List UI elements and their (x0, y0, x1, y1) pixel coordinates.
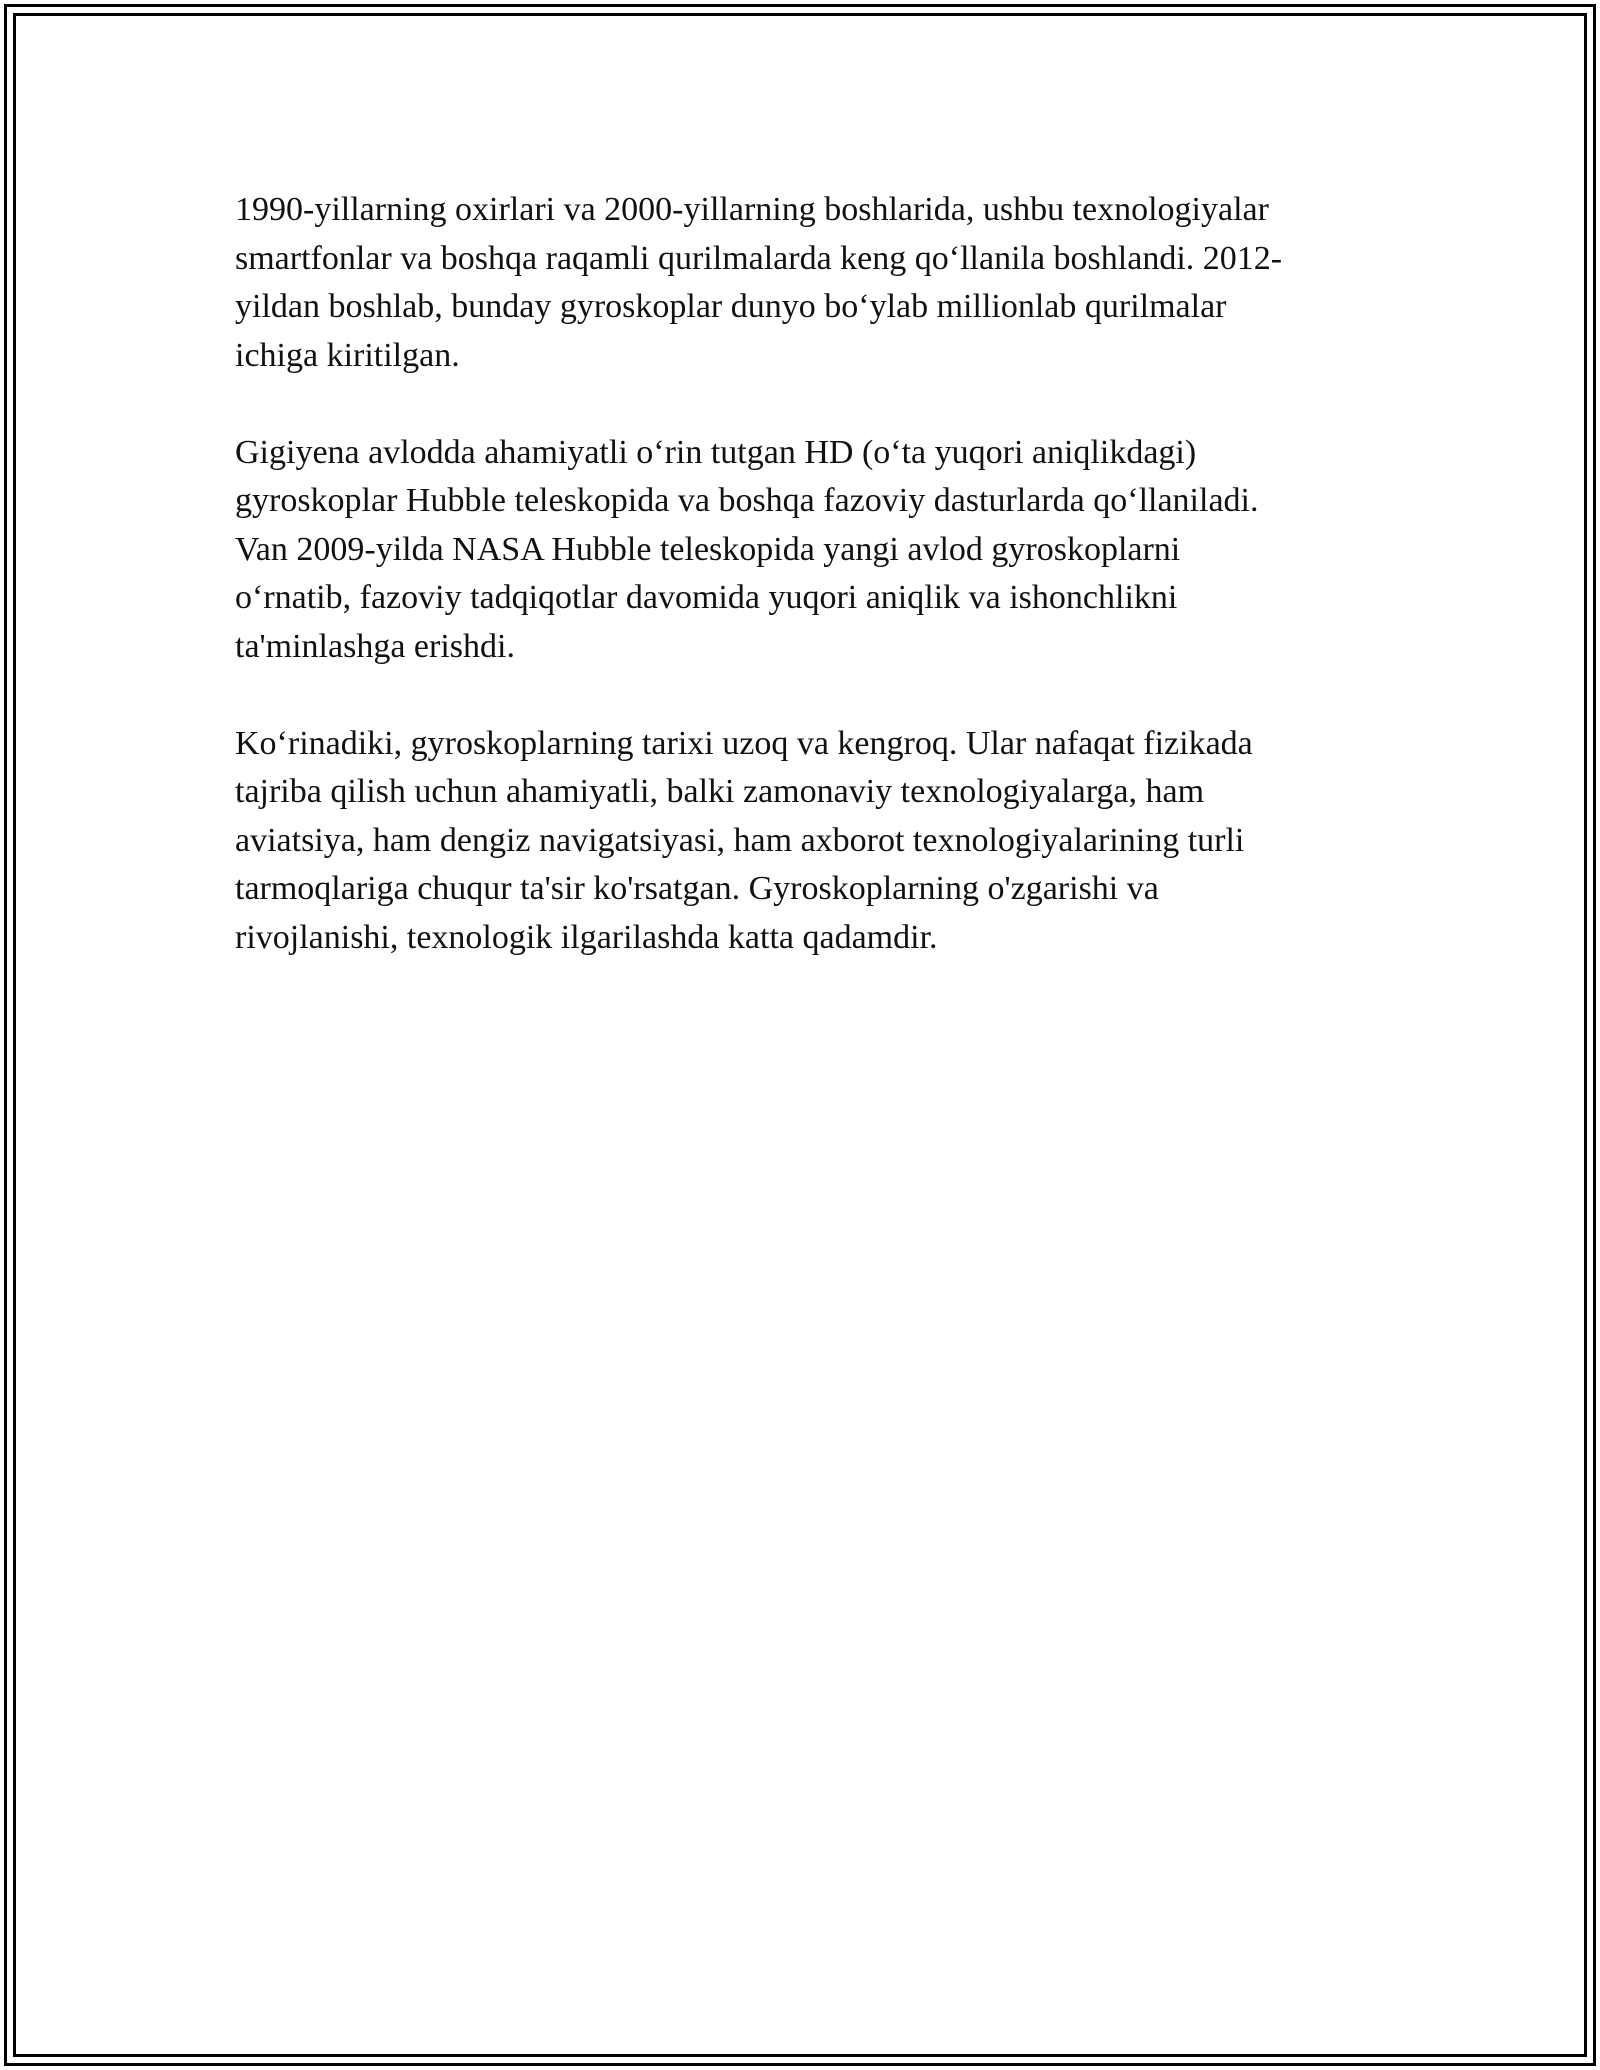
text-line: ichiga kiritilgan. (235, 336, 460, 374)
text-line: o‘rnatib, fazoviy tadqiqotlar davomida yuqori aniqlik va ishonchlikni (235, 579, 1178, 616)
paragraph-2 (235, 429, 1375, 672)
text-line: yildan boshlab, bunday gyroskoplar dunyo bo‘ylab millionlab qurilmalar (235, 288, 1227, 325)
paragraph-1 (235, 186, 1375, 380)
text-line: ta'minlashga erishdi. (235, 627, 515, 665)
text-line: smartfonlar va boshqa raqamli qurilmalarda keng qo‘llanila boshlandi. 2012- (235, 239, 1283, 277)
text-line: gyroskoplar Hubble teleskopida va boshqa fazoviy dasturlarda qo‘llaniladi. (235, 482, 1259, 519)
text-line: tajriba qilish uchun ahamiyatli, balki zamonaviy texnologiyalarga, ham (235, 773, 1205, 810)
text-line: Van 2009-yilda NASA Hubble teleskopida yangi avlod gyroskoplarni (235, 530, 1181, 568)
document-body (235, 186, 1375, 1011)
text-line: Gigiyena avlodda ahamiyatli o‘rin tutgan HD (o‘ta yuqori aniqlikdagi) (235, 433, 1197, 471)
text-line: Ko‘rinadiki, gyroskoplarning tarixi uzoq va kengroq. Ular nafaqat fizikada (235, 724, 1253, 762)
text-line: 1990-yillarning oxirlari va 2000-yillarning boshlarida, ushbu texnologiyalar (235, 191, 1269, 228)
text-line: rivojlanishi, texnologik ilgarilashda katta qadamdir. (235, 918, 938, 956)
text-line: aviatsiya, ham dengiz navigatsiyasi, ham axborot texnologiyalarining turli (235, 821, 1245, 859)
paragraph-3 (235, 720, 1375, 963)
text-line: tarmoqlariga chuqur ta'sir ko'rsatgan. Gyroskoplarning o'zgarishi va (235, 870, 1159, 907)
